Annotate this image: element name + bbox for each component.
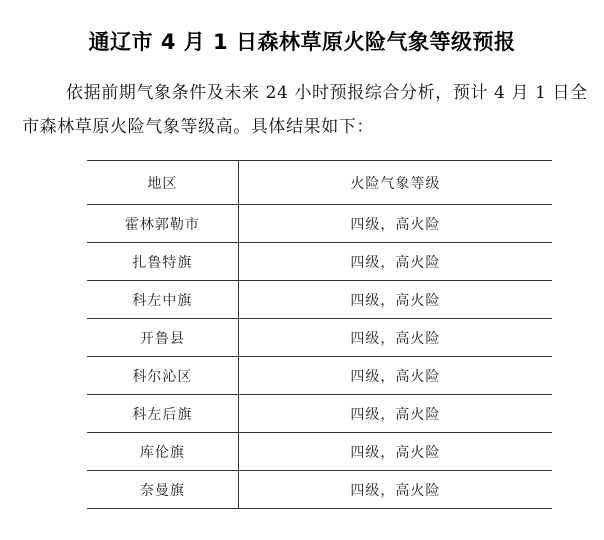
region-cell: 库伦旗 [87, 433, 238, 471]
region-cell: 开鲁县 [87, 319, 238, 357]
level-cell: 四级，高火险 [238, 433, 552, 471]
document-title: 通辽市 4 月 1 日森林草原火险气象等级预报 [88, 30, 516, 54]
table-row [87, 243, 552, 281]
level-cell: 四级，高火险 [238, 357, 552, 395]
table-row [87, 205, 552, 243]
forecast-table [87, 160, 552, 509]
level-cell: 四级，高火险 [238, 243, 552, 281]
table-row [87, 319, 552, 357]
level-cell: 四级，高火险 [238, 395, 552, 433]
level-cell: 四级，高火险 [238, 205, 552, 243]
level-cell: 四级，高火险 [238, 281, 552, 319]
region-cell: 奈曼旗 [87, 471, 238, 509]
region-cell: 科左后旗 [87, 395, 238, 433]
region-cell: 科尔沁区 [87, 357, 238, 395]
level-cell: 四级，高火险 [238, 319, 552, 357]
region-cell: 科左中旗 [87, 281, 238, 319]
table-row [87, 281, 552, 319]
header-region: 地区 [87, 161, 238, 205]
table-row [87, 395, 552, 433]
header-level: 火险气象等级 [238, 161, 552, 205]
level-cell: 四级，高火险 [238, 471, 552, 509]
table-row [87, 433, 552, 471]
region-cell: 扎鲁特旗 [87, 243, 238, 281]
intro-paragraph: 依据前期气象条件及未来 24 小时预报综合分析，预计 4 月 1 日全市森林草原火险气象等级高。具体结果如下： [22, 83, 588, 137]
table-header-row [87, 161, 552, 205]
table-row [87, 471, 552, 509]
region-cell: 霍林郭勒市 [87, 205, 238, 243]
table-row [87, 357, 552, 395]
